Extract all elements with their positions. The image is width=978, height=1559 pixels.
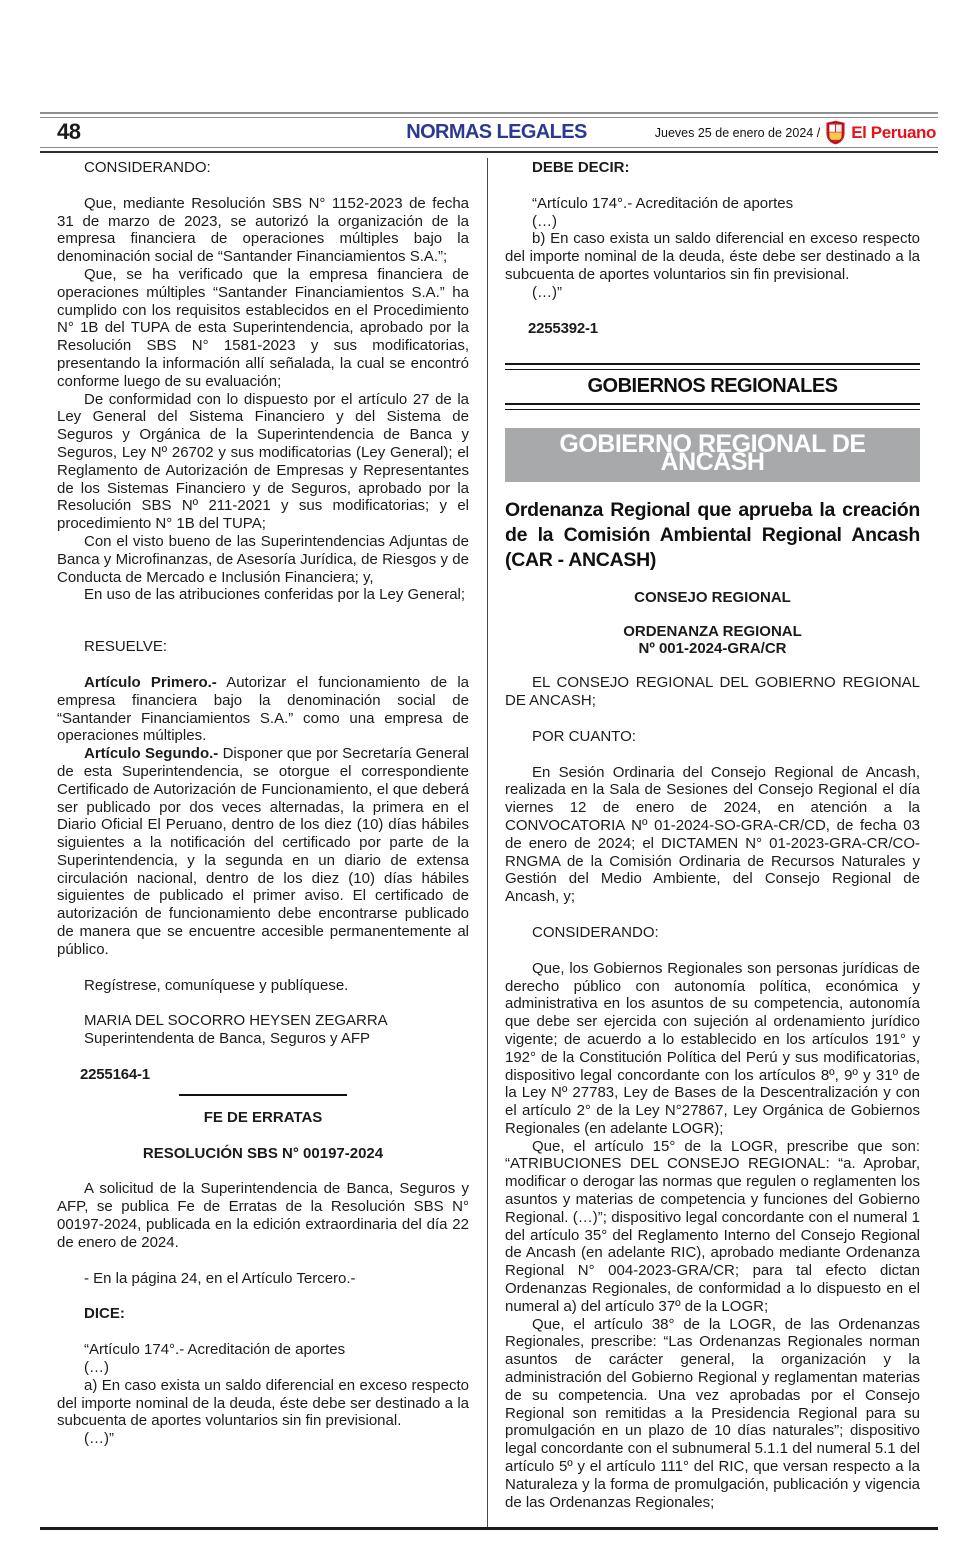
paragraph: En uso de las atribuciones conferidas por la Ley General;: [84, 586, 466, 604]
subsection-heading: DEBE DECIR:: [532, 159, 630, 176]
centered-heading: [505, 623, 920, 659]
right-column: [505, 159, 920, 1527]
paragraph: Con el visto bueno de las Superintendencias Adjuntas de Banca y Microfinanzas, de Asesoría Jurídica, de Riesgos y de Conducta de Mercado e Inclusión Financiera; y,: [57, 532, 469, 586]
article-paragraph: [57, 674, 469, 745]
section-keyword: RESUELVE:: [84, 638, 168, 656]
centered-heading: RESOLUCIÓN SBS N° 00197-2024: [142, 1144, 384, 1162]
article-lead: Artículo Segundo.-: [84, 745, 219, 763]
section-banner-bottom-rule: [505, 403, 920, 410]
centered-heading-line: Nº 001-2024-GRA/CR: [638, 640, 787, 658]
text-line: Regístrese, comuníquese y publíquese.: [84, 976, 349, 994]
section-keyword: CONSIDERANDO:: [84, 159, 211, 176]
content-columns: [57, 159, 920, 1527]
paragraph: Que, mediante Resolución SBS N° 1152-2023 de fecha 31 de marzo de 2023, se autorizó la organización de la empresa financiera de operaciones múltiples bajo la denominación social de “Santander Financiamientos S.A.”;: [57, 194, 469, 266]
text-line: “Artículo 174°.- Acreditación de aportes: [532, 194, 794, 212]
paragraph: A solicitud de la Superintendencia de Banca, Seguros y AFP, se publica Fe de Erratas de la Resolución SBS N° 00197-2024, publicada en la edición extraordinaria del día 22 de enero de 2024.: [57, 1180, 469, 1251]
page-bottom-rule: [40, 1527, 938, 1530]
entity-banner: GOBIERNO REGIONAL DE ANCASH: [505, 428, 920, 482]
section-banner-title: GOBIERNOS REGIONALES: [587, 375, 838, 398]
publication-id: 2255164-1: [80, 1066, 150, 1084]
paragraph: En Sesión Ordinaria del Consejo Regional de Ancash, realizada en la Sala de Sesiones del Consejo Regional el día viernes 12 de enero de 2024, en atención a la CONVOCATORIA Nº 01-2024-SO-GRA-CR/CD, de fecha 03 de enero de 2024; el DICTAMEN N° 01-2023-GRA-CR/CO-RNGMA de la Comisión Ordinaria de Recursos Naturales y Gestión del Medio Ambiente, del Consejo Regional de Ancash, y;: [505, 763, 920, 906]
publication-id: 2255392-1: [528, 319, 598, 337]
paragraph: Que, el artículo 38° de la LOGR, de las Ordenanzas Regionales, prescribe: “Las Ordenanzas Regionales norman asuntos de carácter general, la organización y la administración del Gobierno Regional y reglamentan materias de su competencia. Una vez aprobadas por el Consejo Regional son remitidas a la Presidencia Regional para su promulgación en un plazo de 10 días naturales”; dispositivo legal concordante con el subnumeral 5.1.1 del numeral 5.1 del artículo 5º y el artículo 111° del RIC, que versan respecto a la Naturaleza y la forma de promulgación, publicación y vigencia de las Ordenanzas Regionales;: [505, 1315, 920, 1511]
article-text: Autorizar el funcionamiento de la empresa financiera bajo la denominación social de “Santander Financiamientos S.A.” como una empresa de operaciones múltiples.: [57, 673, 469, 745]
text-line: (…): [84, 1359, 109, 1377]
text-line: (…)”: [84, 1430, 114, 1448]
article-lead: Artículo Primero.-: [84, 673, 217, 691]
section-banner: [505, 363, 920, 410]
section-keyword: POR CUANTO:: [532, 727, 636, 745]
text-line: “Artículo 174°.- Acreditación de aportes: [84, 1341, 346, 1359]
paragraph: b) En caso exista un saldo diferencial en exceso respecto del importe nominal de la deuda, éste debe ser destinado a la subcuenta de aportes voluntarios sin fin previsional.: [505, 230, 920, 283]
separator-rule: [179, 1094, 347, 1096]
paragraph: a) En caso exista un saldo diferencial en exceso respecto del importe nominal de la deuda, éste debe ser destinado a la subcuenta de aportes voluntarios sin fin previsional.: [57, 1376, 469, 1430]
signature-line: Superintendenta de Banca, Seguros y AFP: [84, 1030, 371, 1048]
issue-date: Jueves 25 de enero de 2024 /: [654, 125, 821, 140]
section-keyword: CONSIDERANDO:: [532, 923, 659, 941]
page-number: 48: [57, 119, 81, 144]
paragraph: EL CONSEJO REGIONAL DEL GOBIERNO REGIONAL DE ANCASH;: [505, 674, 920, 709]
section-banner-top-rule: [505, 363, 920, 370]
left-column: [57, 159, 469, 1527]
text-line: (…): [532, 212, 557, 230]
masthead-right: [655, 120, 936, 145]
text-line: (…)”: [532, 283, 562, 301]
article-text: Disponer que por Secretaría General de esta Superintendencia, se otorgue el correspondiente Certificado de Autorización de Funcionamiento, el que deberá ser publicado por dos veces alternadas, la primera en el Diario Oficial El Peruano, dentro de los diez (10) días hábiles siguientes a la notificación del certificado por parte de la Superintendencia, y la segunda en un diario de extensa circulación nacional, dentro de los diez (10) días hábiles siguientes de publicado el primer aviso. El certificado de autorización de funcionamiento debe encontrarse publicado de manera que se encuentre accesible permanentemente al público.: [57, 745, 469, 958]
centered-heading-line: ORDENANZA REGIONAL: [623, 622, 802, 640]
text-line: - En la página 24, en el Artículo Tercero.-: [84, 1269, 356, 1287]
paragraph: De conformidad con lo dispuesto por el artículo 27 de la Ley General del Sistema Financiero y del Sistema de Seguros y Orgánica de la Superintendencia de Banca y Seguros, Ley Nº 26702 y sus modificatorias (Ley General); el Reglamento de Autorización de Empresas y Representantes de los Sistemas Financiero y de Seguros, aprobado por la Resolución SBS Nº 211-2021 y sus modificatorias; y el procedimiento N° 1B del TUPA;: [57, 390, 469, 533]
signature-block: [57, 1012, 469, 1048]
norm-title: Ordenanza Regional que aprueba la creación de la Comisión Ambiental Regional Ancash (CAR - ANCASH): [505, 498, 920, 571]
header-bottom-rule: [40, 147, 938, 153]
signature-line: MARIA DEL SOCORRO HEYSEN ZEGARRA: [84, 1012, 388, 1030]
paragraph: Que, el artículo 15° de la LOGR, prescribe que son: “ATRIBUCIONES DEL CONSEJO REGIONAL: “a. Aprobar, modificar o derogar las normas que regulen o reglamenten los asuntos y materias de competencia y funciones del Gobierno Regional. (…)”; dispositivo legal concordante con el numeral 1 del artículo 35° del Reglamento Interno del Consejo Regional de Ancash (en adelante RIC), aprobado mediante Ordenanza Regional N° 004-2023-GRA/CR; para tal efecto dictan Ordenanzas Regionales, de conformidad a lo dispuesto en el numeral a) del artículo 37º de la LOGR;: [505, 1137, 920, 1315]
paragraph: Que, se ha verificado que la empresa financiera de operaciones múltiples “Santander Financiamientos S.A.” ha cumplido con los requisitos establecidos en el Procedimiento N° 1B del TUPA de esta Superintendencia, aprobado por la Resolución SBS N° 1581-2023 y sus modificatorias, presentando la información allí señalada, la cual se encontró conforme luego de su evaluación;: [57, 265, 469, 390]
article-paragraph: [57, 745, 469, 959]
brand-name: El Peruano: [851, 122, 936, 142]
el-peruano-crest-icon: [825, 120, 846, 145]
paragraph: Que, los Gobiernos Regionales son personas jurídicas de derecho público con autonomía política, económica y administrativa en los asuntos de su competencia, autonomía que debe ser ejercida con sujeción al ordenamiento jurídico vigente; de acuerdo a lo establecido en los artículos 191° y 192° de la Constitución Política del Perú y sus modificatorias, dispositivo legal concordante con los artículos 8º, 9º y 31º de la Ley Nº 27783, Ley de Bases de la Descentralización y con el artículo 2° de la Ley N°27867, Ley Orgánica de Gobiernos Regionales (en adelante LOGR);: [505, 959, 920, 1137]
subsection-heading: DICE:: [84, 1305, 125, 1323]
centered-heading: FE DE ERRATAS: [203, 1108, 323, 1126]
section-title: NORMAS LEGALES: [406, 121, 587, 143]
masthead: [57, 117, 936, 147]
centered-heading: CONSEJO REGIONAL: [634, 588, 791, 606]
